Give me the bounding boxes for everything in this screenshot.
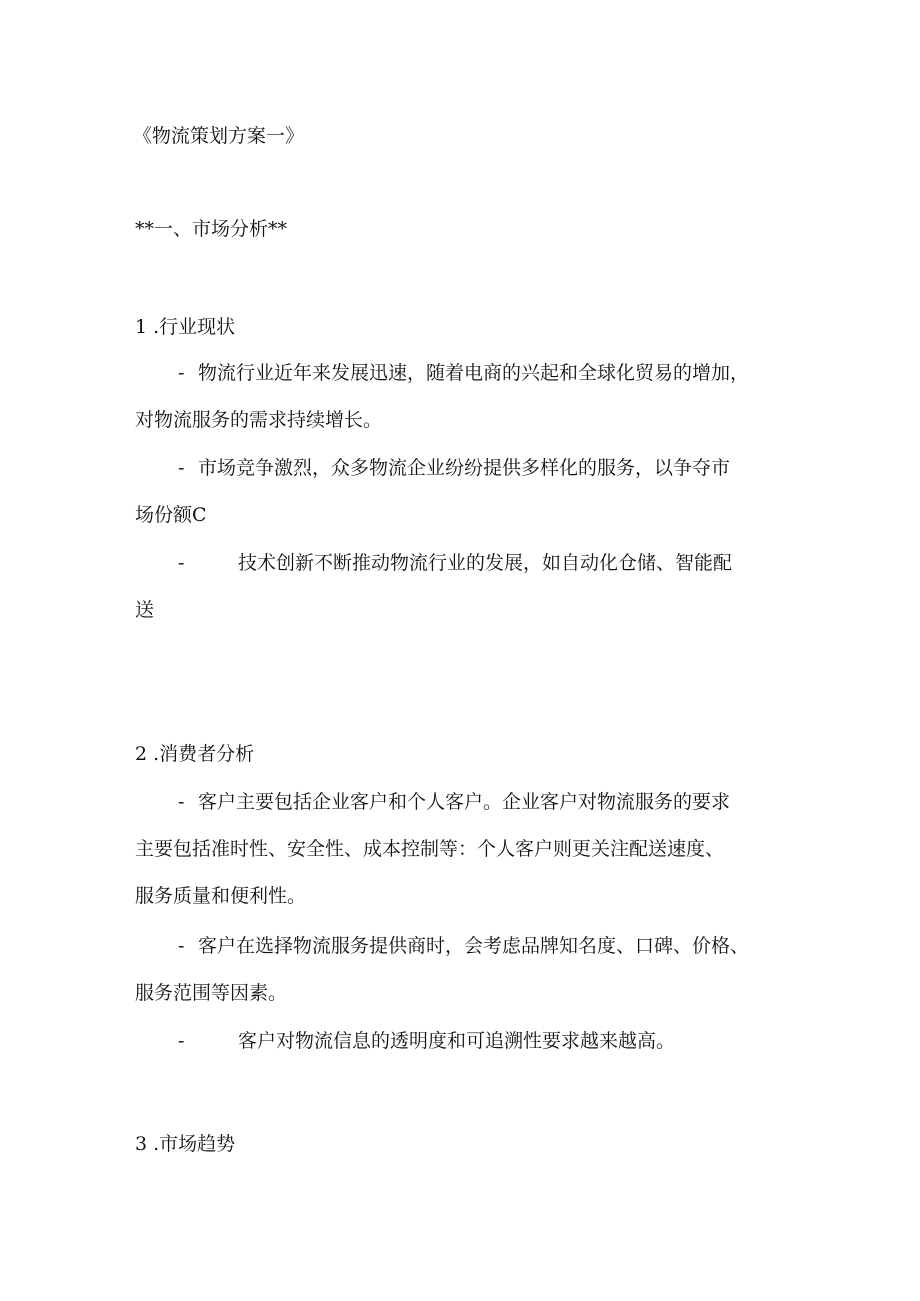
paragraph-line: 物流行业近年来发展迅速，随着电商的兴起和全球化贸易的增加， [198, 362, 750, 384]
paragraph-line: 场份额C [135, 504, 207, 526]
bullet-dash: - [178, 935, 185, 957]
paragraph-line: 主要包括准时性、安全性、成本控制等：个人客户则更关注配送速度、 [135, 838, 725, 860]
paragraph-line: 服务范围等因素。 [135, 982, 288, 1004]
bullet-dash: - [178, 362, 185, 384]
paragraph-line: 市场竞争激烈，众多物流企业纷纷提供多样化的服务，以争夺市 [198, 457, 731, 479]
paragraph-line: 送 [135, 599, 155, 621]
document-title: 《物流策划方案一》 [133, 125, 305, 147]
bullet-dash: - [178, 552, 185, 574]
section-heading: **一、市场分析** [135, 218, 288, 240]
bullet-dash: - [178, 1030, 185, 1052]
paragraph-line: 服务质量和便利性。 [135, 885, 307, 907]
subsection-heading-2: 2 .消费者分析 [135, 743, 255, 765]
bullet-dash: - [178, 457, 185, 479]
bullet-dash: - [178, 791, 185, 813]
subsection-heading-1: 1 .行业现状 [135, 316, 236, 338]
subsection-heading-3: 3 .市场趋势 [135, 1133, 236, 1155]
paragraph-line: 客户主要包括企业客户和个人客户。企业客户对物流服务的要求 [198, 791, 731, 813]
paragraph-line: 客户在选择物流服务提供商时，会考虑品牌知名度、口碑、价格、 [198, 935, 750, 957]
paragraph-line: 对物流服务的需求持续增长。 [135, 409, 383, 431]
paragraph-line: 技术创新不断推动物流行业的发展，如自动化仓储、智能配 [238, 552, 733, 574]
paragraph-line: 客户对物流信息的透明度和可追溯性要求越来越高。 [238, 1030, 676, 1052]
